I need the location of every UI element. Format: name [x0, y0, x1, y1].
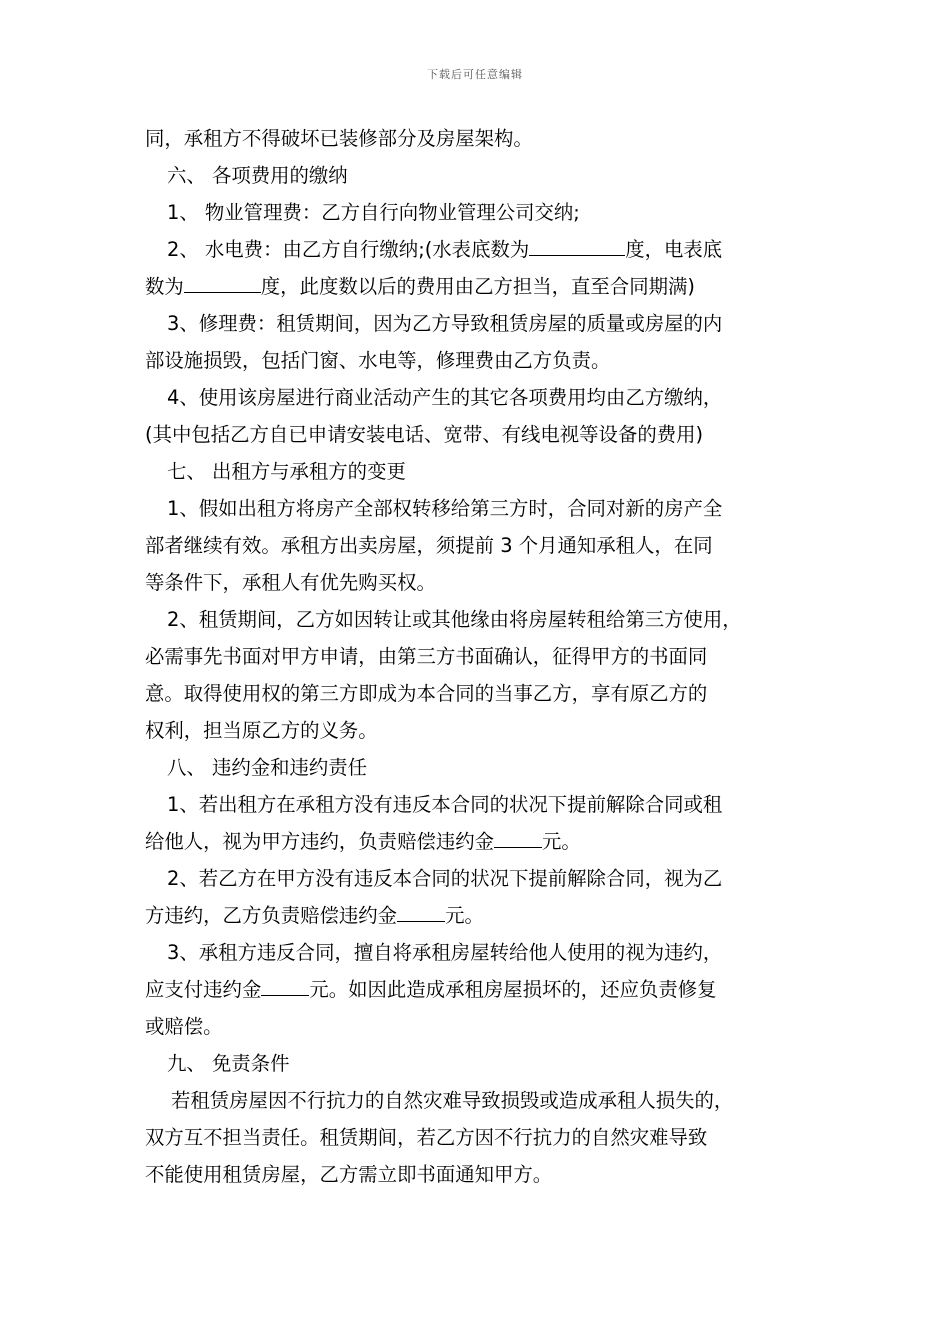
- line-text: 部设施损毁，包括门窗、水电等，修理费由乙方负责。: [145, 349, 611, 372]
- line-text: 部者继续有效。承租方出卖房屋，须提前 3 个月通知承租人，在同: [145, 534, 713, 557]
- text-line: [145, 342, 815, 379]
- line-text: 数为: [145, 275, 184, 298]
- line-text: 意。取得使用权的第三方即成为本合同的当事乙方，享有原乙方的: [145, 682, 708, 705]
- text-line: [145, 305, 815, 342]
- line-text: 应支付违约金: [145, 978, 262, 1001]
- line-text: 1、 物业管理费：乙方自行向物业管理公司交纳;: [167, 201, 580, 224]
- line-text: 2、若乙方在甲方没有违反本合同的状况下提前解除合同，视为乙: [167, 867, 723, 890]
- line-text: 权利，担当原乙方的义务。: [145, 719, 378, 742]
- line-text: 方违约，乙方负责赔偿违约金: [145, 904, 398, 927]
- line-text: (其中包括乙方自已申请安装电话、宽带、有线电视等设备的费用): [145, 423, 704, 446]
- section-heading: [145, 749, 815, 786]
- text-line: [145, 1008, 815, 1045]
- line-text: 不能使用租赁房屋，乙方需立即书面通知甲方。: [145, 1163, 553, 1186]
- line-text: 等条件下，承租人有优先购买权。: [145, 571, 436, 594]
- line-text: 1、假如出租方将房产全部权转移给第三方时，合同对新的房产全: [167, 497, 723, 520]
- text-line: [145, 490, 815, 527]
- text-line: [145, 1082, 815, 1119]
- text-line: [145, 120, 815, 157]
- line-text: 八、 违约金和违约责任: [167, 756, 368, 779]
- text-line: [145, 897, 815, 934]
- text-line: [145, 1156, 815, 1193]
- line-text: 七、 出租方与承租方的变更: [167, 460, 406, 483]
- fill-blank: [529, 233, 625, 256]
- line-text: 双方互不担当责任。租赁期间，若乙方因不行抗力的自然灾难导致: [145, 1126, 708, 1149]
- line-text: 六、 各项费用的缴纳: [167, 164, 348, 187]
- line-text: 元。: [542, 830, 581, 853]
- text-line: [145, 527, 815, 564]
- line-text: 同，承租方不得破坏已装修部分及房屋架构。: [145, 127, 533, 150]
- line-text: 元。: [445, 904, 484, 927]
- line-text: 九、 免责条件: [167, 1052, 290, 1075]
- text-line: [145, 712, 815, 749]
- text-line: [145, 268, 815, 305]
- section-heading: [145, 1045, 815, 1082]
- fill-blank: [261, 973, 309, 996]
- line-text: 度，电表底: [625, 238, 723, 261]
- line-text: 度，此度数以后的费用由乙方担当，直至合同期满): [260, 275, 695, 298]
- line-text: 给他人，视为甲方违约，负责赔偿违约金: [145, 830, 495, 853]
- line-text: 2、租赁期间，乙方如因转让或其他缘由将房屋转租给第三方使用，: [167, 608, 742, 631]
- fill-blank: [184, 270, 261, 293]
- text-line: [145, 786, 815, 823]
- text-line: [145, 860, 815, 897]
- line-text: 或赔偿。: [145, 1015, 223, 1038]
- fill-blank: [494, 825, 542, 848]
- text-line: [145, 971, 815, 1008]
- text-line: [145, 823, 815, 860]
- text-line: [145, 194, 815, 231]
- line-text: 2、 水电费：由乙方自行缴纳;(水表底数为: [167, 238, 530, 261]
- section-heading: [145, 157, 815, 194]
- fill-blank: [397, 899, 445, 922]
- line-text: 元。如因此造成承租房屋损坏的，还应负责修复: [309, 978, 717, 1001]
- line-text: 1、若出租方在承租方没有违反本合同的状况下提前解除合同或租: [167, 793, 723, 816]
- section-heading: [145, 453, 815, 490]
- line-text: 若租赁房屋因不行抗力的自然灾难导致损毁或造成承租人损失的，: [171, 1089, 734, 1112]
- text-line: [145, 564, 815, 601]
- text-line: [145, 675, 815, 712]
- text-line: [145, 416, 815, 453]
- text-line: [145, 231, 815, 268]
- line-text: 3、承租方违反合同，擅自将承租房屋转给他人使用的视为违约，: [167, 941, 723, 964]
- text-line: [145, 379, 815, 416]
- text-line: [145, 638, 815, 675]
- page-header: 下载后可任意编辑: [427, 68, 523, 81]
- line-text: 3、修理费：租赁期间，因为乙方导致租赁房屋的质量或房屋的内: [167, 312, 723, 335]
- text-line: [145, 601, 815, 638]
- document-body: [145, 120, 815, 1193]
- line-text: 4、使用该房屋进行商业活动产生的其它各项费用均由乙方缴纳，: [167, 386, 723, 409]
- text-line: [145, 1119, 815, 1156]
- text-line: [145, 934, 815, 971]
- line-text: 必需事先书面对甲方申请，由第三方书面确认，征得甲方的书面同: [145, 645, 708, 668]
